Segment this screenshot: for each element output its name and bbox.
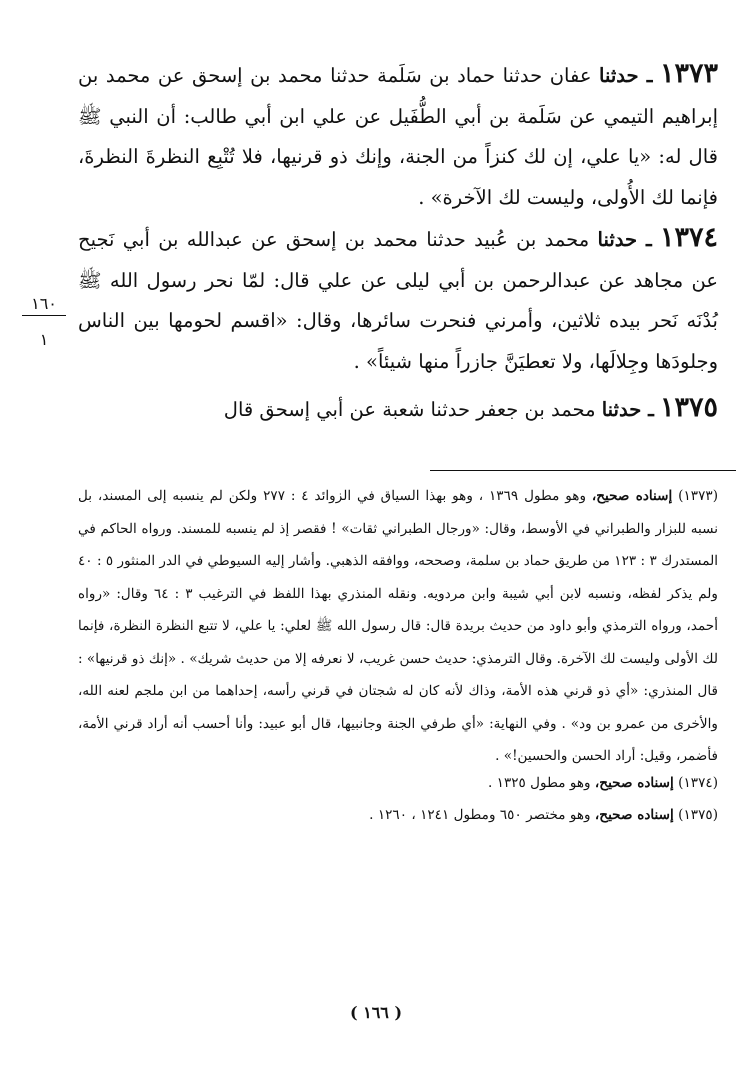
footnote-ref: (١٣٧٤) [678, 774, 718, 791]
margin-part-number: ١ [39, 330, 49, 349]
margin-volume-reference [22, 294, 66, 350]
hadith-marker: ـ حدثنا [601, 398, 654, 421]
footnote-text: وهو مطول ١٣٦٩ ، وهو بهذا السياق في الزوائد ٤ : ٢٧٧ ولكن لم ينسبه إلى المسند، بل نسبه للبزار والطبراني في الأوسط، وقال: «ورجال الطبراني ثقات» ! فقصر إذ لم ينسبه للمسند. ورواه الحاكم في المستدرك ٣ : ١٢٣ من طريق حماد بن سلمة، وصححه، ووافقه الذهبي. وأشار إليه السيوطي في الدر المنثور ٥ : ٤٠ ولم يذكر لفظه، ونسبه لابن أبي شيبة وابن مردويه. ونقله المنذري بهذا اللفظ في الترغيب ٣ : ٦٤ وقال: «رواه أحمد، ورواه الترمذي وأبو داود من حديث بريدة قال: قال رسول الله ﷺ لعلي: يا علي، لا تتبع النظرة النظرة، فإنما لك الأولى وليست لك الآخرة. وقال الترمذي: حديث حسن غريب، لا نعرفه إلا من حديث شريك» . «إنك ذو قرنيها» : قال المنذري: «أي ذو قرني هذه الأمة، وذاك لأنه كان له شجتان في قرني رأسه، إحداهما من ابن ملجم لعنه الله، والأخرى من عمرو بن ود» . وفي النهاية: «أي طرفي الجنة وجانبيها، قال أبو عبيد: وأنا أحسب أنه أراد قرني الأمة، فأضمر، وقيل: أراد الحسن والحسين!» . [78, 488, 719, 764]
hadith-number: ١٣٧٣ [659, 58, 718, 89]
footnote-divider [430, 470, 736, 471]
footnote-text: وهو مطول ١٣٢٥ . [487, 774, 595, 791]
hadith-text: محمد بن جعفر حدثنا شعبة عن أبي إسحق قال [223, 398, 602, 421]
hadith-number: ١٣٧٥ [659, 392, 718, 423]
hadith-1373 [78, 54, 718, 218]
footnote-grade: إسناده صحيح، [594, 807, 674, 823]
main-text [78, 54, 718, 431]
page-number: ( ١٦٦ ) [349, 1003, 403, 1022]
footnote-1373 [78, 480, 718, 773]
footnote-ref: (١٣٧٥) [678, 807, 718, 823]
footnote-ref: (١٣٧٣) [678, 488, 718, 504]
footnote-1374 [78, 767, 718, 800]
hadith-1375 [78, 388, 718, 431]
footnote-grade: إسناده صحيح، [594, 774, 674, 791]
hadith-marker: ـ حدثنا [599, 64, 653, 87]
margin-page-number: ١٦٠ [22, 294, 66, 316]
hadith-text: محمد بن عُبيد حدثنا محمد بن إسحق عن عبدالله بن أبي نَجيح عن مجاهد عن عبدالرحمن بن أبي ليلى عن علي قال: لمّا نحر رسول الله ﷺ بُدْنَه نَحر بيده ثلاثين، وأمرني فنحرت سائرها، وقال: «اقسم لحومها بين الناس وجلودَها وجِلالَها، ولا تعطيَنَّ جازراً منها شيئاً» . [78, 228, 718, 373]
hadith-number: ١٣٧٤ [660, 222, 719, 253]
hadith-1374 [78, 218, 718, 382]
footnote-text: وهو مختصر ٦٥٠ ومطول ١٢٤١ ، ١٢٦٠ . [369, 807, 595, 823]
hadith-text: عفان حدثنا حماد بن سَلَمة حدثنا محمد بن إسحق عن محمد بن إبراهيم التيمي عن سَلَمة بن أبي الطُّفَيل عن علي ابن أبي طالب: أن النبي ﷺ قال له: «يا علي، إن لك كنزاً من الجنة، وإنك ذو قرنيها، فلا تُتْبِع النظرةَ النظرةَ، فإنما لك الأُولى، وليست لك الآخرة» . [78, 64, 718, 209]
footnotes [78, 480, 718, 832]
footnote-1375 [78, 799, 718, 832]
footnote-grade: إسناده صحيح، [591, 488, 673, 504]
hadith-marker: ـ حدثنا [597, 228, 652, 251]
